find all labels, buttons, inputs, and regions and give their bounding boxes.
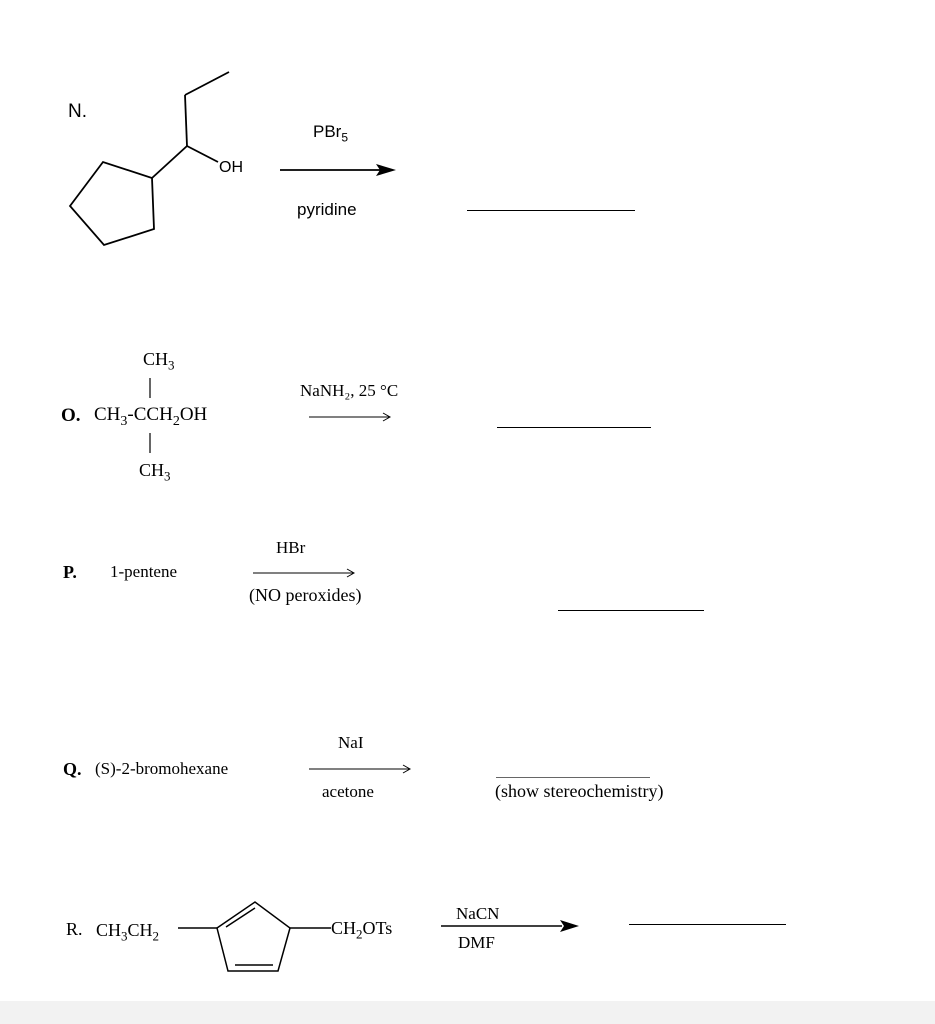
- problem-o-reagent-top: NaNH₂, 25 °C: [300, 381, 399, 400]
- problem-p-reagent-top: HBr: [276, 538, 306, 557]
- chain-oh: OH: [179, 404, 208, 425]
- problem-r-label: R.: [66, 919, 83, 939]
- problem-r-right-group: [331, 919, 392, 941]
- right-group-subscript: 2: [356, 926, 363, 942]
- chain-subscript-b: 2: [172, 413, 180, 429]
- answer-blank-r[interactable]: [629, 924, 786, 925]
- problem-q-label: Q.: [63, 759, 82, 779]
- right-group-ch: CH: [331, 918, 357, 938]
- problem-p-reagent-bottom: (NO peroxides): [249, 585, 362, 605]
- chain-subscript-a: 3: [120, 413, 128, 429]
- reagent-pbr: PBr: [313, 122, 342, 141]
- right-group-ots: OTs: [362, 918, 393, 938]
- bottom-group-ch: CH: [139, 460, 165, 480]
- bottom-group-subscript: 3: [164, 468, 171, 484]
- cyclopentadiene-ring: [178, 902, 331, 971]
- hydroxyl-label: OH: [219, 159, 243, 176]
- problem-n-reagent-bottom: pyridine: [297, 200, 357, 219]
- chain-cch: -CCH: [127, 404, 173, 425]
- bottom-bar: [0, 1001, 935, 1024]
- problem-n-label: N.: [68, 101, 87, 122]
- left-group-ch2: CH: [127, 920, 153, 940]
- top-group-ch: CH: [143, 349, 169, 369]
- problem-q-reagent-bottom: acetone: [322, 782, 374, 801]
- left-group-subscript-1: 3: [121, 928, 128, 944]
- problem-r-reagent-top: NaCN: [456, 904, 500, 923]
- left-group-subscript-2: 2: [152, 928, 160, 944]
- problem-p-compound: 1-pentene: [110, 562, 178, 581]
- reagent-pbr-subscript: 5: [341, 130, 349, 145]
- top-group-subscript: 3: [168, 357, 175, 373]
- chain-ch: CH: [94, 404, 121, 425]
- problem-q-reagent-top: NaI: [338, 733, 364, 752]
- problem-o-label: O.: [61, 405, 81, 426]
- problem-q-compound: (S)-2-bromohexane: [95, 759, 229, 778]
- problem-r-reagent-bottom: DMF: [458, 933, 495, 952]
- problem-q-answer-note: (show stereochemistry): [495, 781, 664, 801]
- left-group-ch: CH: [96, 920, 122, 940]
- problem-p-label: P.: [63, 562, 77, 582]
